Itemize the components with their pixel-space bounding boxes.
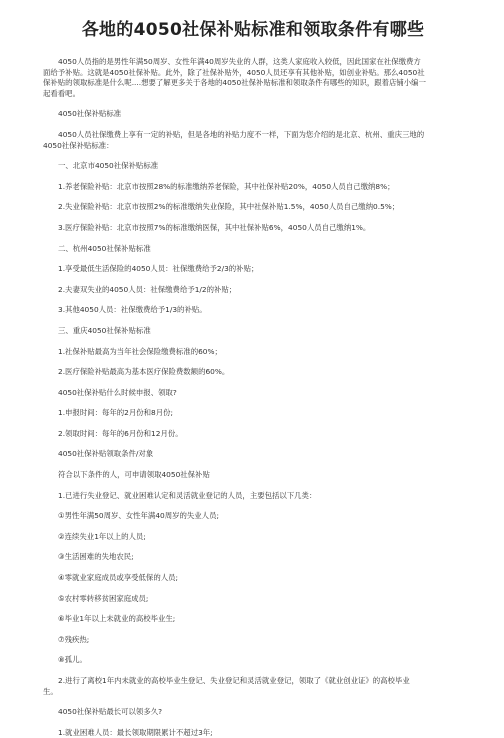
text-line: 1.已进行失业登记、就业困难认定和灵活就业登记的人员，主要包括以下几类： bbox=[58, 490, 317, 500]
text-line: ⑦残疾热; bbox=[58, 634, 90, 644]
text-line: 保补贴的领取标准是什么呢....想要了解更多关于各地的4050社保补贴标准和领取条件有哪些的知识，跟着店铺小编一 bbox=[43, 78, 426, 88]
list-item bbox=[43, 305, 463, 316]
text-line: 1.申报时间：每年的2月份和8月份; bbox=[58, 408, 174, 418]
text-line: 二、杭州4050社保补贴标准 bbox=[58, 243, 151, 253]
text-line: 面给予补贴。这就是4050社保补贴。此外，除了社保补贴外，4050人员还享有其他补贴，如创业补贴。那么4050社 bbox=[43, 67, 425, 77]
document-title: 各地的4050社保补贴标准和领取条件有哪些 bbox=[81, 20, 425, 40]
text-line: ②连续失业1年以上的人员; bbox=[58, 531, 146, 541]
text-line: 1.享受最低生活保险的4050人员：社保缴费给予2/3的补贴； bbox=[58, 264, 259, 274]
list-item bbox=[43, 676, 463, 697]
list-item bbox=[43, 491, 463, 502]
paragraph bbox=[43, 130, 463, 151]
text-line: 一、北京市4050社保补贴标准 bbox=[58, 161, 159, 171]
section-heading bbox=[43, 388, 463, 399]
list-item bbox=[43, 429, 463, 440]
document-body bbox=[43, 57, 463, 738]
text-line: 1.养老保险补贴：北京市按照28%的标准缴纳养老保险，其中社保补贴20%，4050人员自己缴纳8%； bbox=[58, 181, 395, 191]
list-item bbox=[43, 202, 463, 213]
text-line: 2.领取时间：每年的6月份和12月份。 bbox=[58, 428, 183, 438]
text-line: 生。 bbox=[43, 686, 58, 696]
list-item bbox=[43, 614, 463, 625]
text-line: ③生活困难的失地农民; bbox=[58, 552, 134, 562]
text-line: 2.医疗保险补贴最高为基本医疗保险费数额的60%。 bbox=[58, 367, 230, 377]
text-line: 4050社保补贴什么时候申报、领取? bbox=[58, 387, 177, 397]
list-item bbox=[43, 223, 463, 234]
paragraph bbox=[43, 57, 463, 99]
text-line: 4050社保补贴最长可以领多久? bbox=[58, 707, 163, 717]
text-line: 符合以下条件的人，可申请领取4050社保补贴 bbox=[58, 470, 210, 480]
paragraph bbox=[43, 470, 463, 481]
list-item bbox=[43, 532, 463, 543]
text-line: ⑤农村零转移贫困家庭成员; bbox=[58, 593, 149, 603]
list-item bbox=[43, 511, 463, 522]
list-item bbox=[43, 285, 463, 296]
text-line: 4050社保补贴标准 bbox=[58, 109, 122, 119]
list-item bbox=[43, 635, 463, 646]
text-line: 4050社保补贴领取条件/对象 bbox=[58, 449, 154, 459]
section-heading bbox=[43, 161, 463, 172]
text-line: ⑥毕业1年以上未就业的高校毕业生; bbox=[58, 614, 176, 624]
text-line: 2.进行了离校1年内未就业的高校毕业生登记、失业登记和灵活就业登记，领取了《就业创业证》的高校毕业 bbox=[58, 676, 410, 685]
text-line: 2.夫妻双失业的4050人员：社保缴费给予1/2的补贴； bbox=[58, 284, 237, 294]
text-line: 4050人员社保缴费上享有一定的补贴，但是各地的补贴力度不一样，下面为您介绍的是北京、杭州、重庆三地的 bbox=[58, 129, 425, 139]
list-item bbox=[43, 182, 463, 193]
text-line: ④零就业家庭成员或享受低保的人员; bbox=[58, 573, 178, 583]
list-item bbox=[43, 347, 463, 358]
list-item bbox=[43, 367, 463, 378]
text-line: 三、重庆4050社保补贴标准 bbox=[58, 325, 151, 335]
section-heading bbox=[43, 449, 463, 460]
text-line: 3.医疗保险补贴：北京市按照7%的标准缴纳医保，其中社保补贴6%，4050人员自己缴纳1%。 bbox=[58, 222, 371, 232]
text-line: 1.社保补贴最高为当年社会保险缴费标准的60%； bbox=[58, 346, 222, 356]
text-line: 4050人员指的是男性年满50周岁、女性年满40周岁失业的人群，这类人家庭收入较低，因此国家在社保缴费方 bbox=[58, 57, 421, 66]
list-item bbox=[43, 594, 463, 605]
section-heading bbox=[43, 707, 463, 718]
list-item bbox=[43, 728, 463, 738]
text-line: 1.就业困难人员：最长领取期限累计不超过3年; bbox=[58, 727, 213, 737]
list-item bbox=[43, 408, 463, 419]
paragraph bbox=[43, 109, 463, 120]
text-line: ⑧孤儿。 bbox=[58, 655, 87, 665]
section-heading bbox=[43, 244, 463, 255]
text-line: 2.失业保险补贴：北京市按照2%的标准缴纳失业保险，其中社保补贴1.5%，4050人员自己缴纳0.5%； bbox=[58, 202, 400, 212]
list-item bbox=[43, 264, 463, 275]
text-line: 起看看吧。 bbox=[43, 88, 80, 98]
text-line: ①男性年满50周岁、女性年满40周岁的失业人员; bbox=[58, 511, 219, 521]
text-line: 3.其他4050人员：社保缴费给予1/3的补贴。 bbox=[58, 305, 207, 315]
document-page bbox=[0, 19, 504, 737]
text-line: 4050社保补贴标准： bbox=[43, 140, 114, 150]
list-item bbox=[43, 655, 463, 666]
list-item bbox=[43, 573, 463, 584]
section-heading bbox=[43, 326, 463, 337]
list-item bbox=[43, 552, 463, 563]
